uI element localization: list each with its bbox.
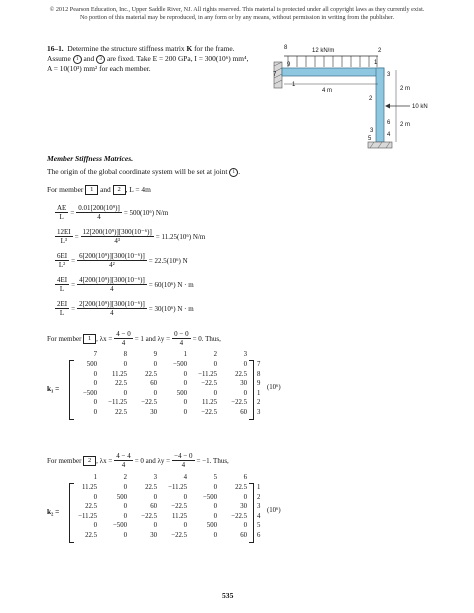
k2-col-label: 1 xyxy=(93,474,97,481)
k1-cell: 0 xyxy=(93,380,97,388)
k1-right-bracket xyxy=(249,360,254,420)
copyright-notice xyxy=(14,6,460,22)
k1-cell: 0 xyxy=(243,389,247,397)
k2-cell: 500 xyxy=(116,493,127,501)
node-9: 9 xyxy=(287,62,291,68)
eq3-rhs-den: 4² xyxy=(109,261,115,269)
k2-row-label: 2 xyxy=(257,493,261,501)
m2-ly-den: 4 xyxy=(181,461,186,469)
k1-cell: 22.5 xyxy=(115,408,127,416)
member-length-statement xyxy=(47,185,151,195)
k2-cell: 0 xyxy=(123,503,127,511)
page-number: 535 xyxy=(222,591,234,600)
k1-cell: −11.25 xyxy=(108,399,127,407)
k2-row-label: 4 xyxy=(257,512,261,520)
k2-cell: 0 xyxy=(213,503,217,511)
k1-row-label: 3 xyxy=(257,408,261,416)
eq5-lhs-den: L xyxy=(59,309,65,317)
k1-cell: 0 xyxy=(93,399,97,407)
k1-cell: −500 xyxy=(82,389,97,397)
k2-matrix xyxy=(67,483,247,541)
k1-matrix xyxy=(67,360,247,418)
distributed-load xyxy=(284,56,378,67)
k2-matrix-block xyxy=(47,473,307,547)
bottom-support xyxy=(368,142,392,148)
k2-cell: −11.25 xyxy=(78,512,97,520)
k2-col-label: 2 xyxy=(123,474,127,481)
m1-lx-res: = 1 and λy = xyxy=(134,334,171,343)
k2-scale: (10⁶) xyxy=(267,507,281,514)
load-label: 12 kN/m xyxy=(312,48,335,54)
m1-ly-res: = 0. Thus, xyxy=(192,334,221,343)
k2-cell: 0 xyxy=(93,493,97,501)
m1-ly-num: 0 − 0 xyxy=(174,330,189,338)
k1-cell: 0 xyxy=(153,389,157,397)
m1-prefix: For member xyxy=(47,334,82,343)
k1-cell: −22.5 xyxy=(201,380,217,388)
m1-ly-den: 4 xyxy=(179,339,184,347)
k2-cell: 22.5 xyxy=(145,484,157,491)
k2-row-label: 3 xyxy=(257,503,261,511)
k2-cell: 0 xyxy=(153,493,157,501)
k1-row-labels xyxy=(257,360,267,418)
k1-cell: 11.25 xyxy=(201,399,217,407)
eq5-lhs-num: 2EI xyxy=(57,300,68,308)
problem-text-a: Determine the structure stiffness matrix xyxy=(67,44,185,53)
node-4: 4 xyxy=(387,132,391,138)
origin-joint-symbol: 1 xyxy=(229,168,238,177)
k1-cell: 0 xyxy=(183,380,187,388)
k1-row-label: 9 xyxy=(257,380,261,388)
m2-ly-res: = −1. Thus, xyxy=(196,456,229,465)
k2-cell: 500 xyxy=(206,522,217,530)
origin-statement xyxy=(47,167,240,177)
k2-cell: 0 xyxy=(183,522,187,530)
k2-cell: 0 xyxy=(213,512,217,520)
m2-id-box: 2 xyxy=(83,456,96,466)
eq3-result: = 22.5(10⁶) N xyxy=(148,256,188,265)
eq2-result: = 11.25(10⁶) N/m xyxy=(155,232,206,241)
eq4-rhs-num: 4[200(10⁹)][300(10⁻⁶)] xyxy=(79,276,145,284)
k1-cell: 500 xyxy=(86,361,97,368)
eq2-rhs-den: 4³ xyxy=(114,237,120,245)
origin-text-b: . xyxy=(238,167,241,176)
for-member-text: For member xyxy=(47,185,84,194)
k1-cell: 0 xyxy=(153,361,157,368)
k1-cell: −22.5 xyxy=(201,408,217,416)
eq4-rhs-den: 4 xyxy=(110,285,114,293)
k1-col-label: 2 xyxy=(213,351,217,358)
eq1-result: = 500(10⁶) N/m xyxy=(123,208,169,217)
eq5-result: = 30(10⁶) N · m xyxy=(148,304,194,313)
k1-cell: −11.25 xyxy=(198,370,217,378)
k1-cell: 22.5 xyxy=(115,380,127,388)
k2-cell: 0 xyxy=(213,531,217,539)
k1-label: k₁ = xyxy=(47,384,60,393)
k2-label: k₂ = xyxy=(47,507,60,516)
k1-scale: (10⁶) xyxy=(267,384,281,391)
k2-col-label: 4 xyxy=(183,474,187,481)
problem-text-b: for the frame. Assume xyxy=(47,44,235,63)
k1-cell: 0 xyxy=(93,370,97,378)
m2-ly-num: −4 − 0 xyxy=(174,452,193,460)
k2-cell: 0 xyxy=(123,512,127,520)
k1-cell: 30 xyxy=(150,408,157,416)
k1-row-label: 2 xyxy=(257,399,261,407)
k2-cell: 22.5 xyxy=(85,531,97,539)
eq4-lhs-den: L xyxy=(59,285,65,293)
eq4-result: = 60(10⁶) N · m xyxy=(148,280,194,289)
eq1-lhs-den: L xyxy=(59,213,64,221)
k2-row-label: 6 xyxy=(257,531,261,539)
eq3-lhs-num: 6EI xyxy=(57,252,68,260)
k1-cell: 11.25 xyxy=(111,370,127,378)
k1-col-label: 1 xyxy=(183,351,187,358)
k2-cell: −22.5 xyxy=(231,512,247,520)
joint-1-symbol: 1 xyxy=(73,55,82,64)
k2-cell: 60 xyxy=(150,503,157,511)
origin-text-a: The origin of the global coordinate system will be set at joint xyxy=(47,167,228,176)
k2-right-bracket xyxy=(249,483,254,543)
member-2-marker: 2 xyxy=(369,96,373,102)
node-8: 8 xyxy=(284,45,288,51)
m2-lx-den: 4 xyxy=(121,461,126,469)
k2-cell: 22.5 xyxy=(85,503,97,511)
equation-2ei: $\frac{2EI}{L}$ = $\frac{\text{2[200(10⁹)][300(10⁻⁶)]}}{4}$ = 30(10⁶) N · m xyxy=(57,300,194,317)
k2-cell: 0 xyxy=(183,493,187,501)
k1-row-label: 7 xyxy=(257,361,261,368)
point-load-arrow xyxy=(385,104,410,109)
m2-prefix: For member xyxy=(47,456,82,465)
k2-col-label: 3 xyxy=(153,474,157,481)
equation-4ei: $\frac{4EI}{L}$ = $\frac{\text{4[200(10⁹)][300(10⁻⁶)]}}{4}$ = 60(10⁶) N · m xyxy=(57,276,194,293)
k2-cell: 30 xyxy=(240,503,247,511)
k2-cell: −500 xyxy=(112,522,127,530)
k2-cell: −11.25 xyxy=(168,484,187,491)
member-1-box: 1 xyxy=(85,185,98,195)
m2-lx-num: 4 − 4 xyxy=(116,452,131,460)
length-text: , L = 4m xyxy=(125,185,151,194)
member2-direction-cosines xyxy=(47,452,229,469)
eq2-lhs-num: 12EI xyxy=(57,228,71,236)
k1-cell: 60 xyxy=(240,408,247,416)
joint-3-symbol: 3 xyxy=(96,55,105,64)
k1-col-label: 9 xyxy=(153,351,157,358)
m1-id-box: 1 xyxy=(83,334,96,344)
k2-cell: 30 xyxy=(150,531,157,539)
k2-cell: 0 xyxy=(153,522,157,530)
m1-lx-num: 4 − 0 xyxy=(116,330,131,338)
m1-lx-den: 4 xyxy=(121,339,126,347)
m1-lx: , λx = xyxy=(96,334,113,343)
k2-col-label: 5 xyxy=(213,474,217,481)
k1-row-label: 1 xyxy=(257,389,261,397)
m2-lx: , λx = xyxy=(96,456,113,465)
dim-2m-bottom-label: 2 m xyxy=(400,122,411,128)
point-load-label: 10 kN xyxy=(412,104,428,110)
member-2-box: 2 xyxy=(113,185,126,195)
copyright-line-2: No portion of this material may be reproduced, in any form or by any means, without permission in writing from the publisher. xyxy=(79,14,395,21)
k2-cell: 0 xyxy=(93,522,97,530)
k2-col-label: 6 xyxy=(243,474,247,481)
k1-cell: 500 xyxy=(176,389,187,397)
k2-cell: −22.5 xyxy=(171,531,187,539)
k1-cell: −22.5 xyxy=(231,399,247,407)
k2-cell: −22.5 xyxy=(141,512,157,520)
problem-statement xyxy=(47,44,252,74)
k1-col-label: 8 xyxy=(123,351,127,358)
node-7: 7 xyxy=(273,72,277,78)
node-3: 3 xyxy=(387,72,391,78)
k1-cell: 30 xyxy=(240,380,247,388)
eq1-lhs-num: AE xyxy=(57,204,67,212)
joint-3-marker: 3 xyxy=(370,128,374,134)
k1-column-labels xyxy=(67,350,247,360)
k2-row-label: 5 xyxy=(257,522,261,530)
k2-cell: 22.5 xyxy=(235,484,247,491)
k1-cell: 22.5 xyxy=(145,370,157,378)
eq5-rhs-num: 2[200(10⁹)][300(10⁻⁶)] xyxy=(79,300,145,308)
k2-cell: 60 xyxy=(240,531,247,539)
k1-cell: −500 xyxy=(172,361,187,368)
problem-bold-k: K xyxy=(186,44,193,53)
k2-cell: 0 xyxy=(213,484,217,491)
k1-cell: 0 xyxy=(243,361,247,368)
problem-text-e: I = 300(10⁶) mm⁴, A = 10(10³) mm² for each member. xyxy=(47,54,249,73)
k1-cell: 0 xyxy=(213,361,217,368)
m2-lx-res: = 0 and λy = xyxy=(134,456,171,465)
equation-6ei: $\frac{6EI}{\text{L²}}$ = $\frac{\text{6[200(10⁹)][300(10⁻⁶)]}}{\text{4²}}$ = 22.5(10⁶) N xyxy=(57,252,188,269)
k1-col-label: 7 xyxy=(93,351,97,358)
k2-cell: 0 xyxy=(123,484,127,491)
k1-row-label: 8 xyxy=(257,370,261,378)
k1-cell: 0 xyxy=(93,408,97,416)
k1-cell: 0 xyxy=(123,361,127,368)
k2-cell: 11.25 xyxy=(81,484,97,491)
k2-cell: 0 xyxy=(243,522,247,530)
beam-member-1 xyxy=(282,68,384,76)
k1-cell: 0 xyxy=(213,389,217,397)
node-1: 1 xyxy=(374,60,378,66)
node-6: 6 xyxy=(387,120,391,126)
k2-cell: 11.25 xyxy=(171,512,187,520)
k1-cell: 22.5 xyxy=(235,370,247,378)
k2-cell: 0 xyxy=(123,531,127,539)
k2-cell: 0 xyxy=(243,493,247,501)
eq2-lhs-den: L³ xyxy=(60,237,67,245)
k1-cell: 0 xyxy=(183,399,187,407)
problem-number: 16–1. xyxy=(47,44,64,53)
k1-cell: −22.5 xyxy=(141,399,157,407)
equation-12ei: $\frac{12EI}{\text{L³}}$ = $\frac{\text{12[200(10⁹)][300(10⁻⁶)]}}{\text{4³}}$ = 11.25(10⁶) N/m xyxy=(57,228,206,245)
eq3-rhs-num: 6[200(10⁹)][300(10⁻⁶)] xyxy=(79,252,145,260)
k1-cell: 0 xyxy=(183,408,187,416)
dim-4m-label: 4 m xyxy=(322,88,333,94)
eq4-lhs-num: 4EI xyxy=(57,276,68,284)
eq2-rhs-num: 12[200(10⁹)][300(10⁻⁶)] xyxy=(82,228,152,236)
member1-direction-cosines xyxy=(47,330,221,347)
problem-text-d: are fixed. Take E = 200 GPa, xyxy=(106,54,193,63)
node-5: 5 xyxy=(368,136,372,142)
and-text: and xyxy=(100,185,111,194)
eq1-rhs-den: 4 xyxy=(97,213,101,221)
k2-cell: −500 xyxy=(202,493,217,501)
column-member-2 xyxy=(376,68,384,142)
frame-figure xyxy=(270,40,470,158)
member-1-marker: 1 xyxy=(292,82,296,88)
node-2: 2 xyxy=(378,48,382,54)
eq1-rhs-num: 0.01[200(10⁹)] xyxy=(78,204,120,212)
problem-text-c: and xyxy=(83,54,95,63)
k1-cell: 0 xyxy=(183,370,187,378)
dim-2m-top-label: 2 m xyxy=(400,86,411,92)
k1-cell: 0 xyxy=(123,389,127,397)
k2-column-labels xyxy=(67,473,247,483)
k2-row-label: 1 xyxy=(257,484,261,491)
eq3-lhs-den: L² xyxy=(58,261,66,269)
equation-ae: $\frac{AE}{L}$ = $\frac{\text{0.01[200(10⁹)]}}{4}$ = 500(10⁶) N/m xyxy=(57,204,169,221)
k1-col-label: 3 xyxy=(243,351,247,358)
copyright-line-1: © 2012 Pearson Education, Inc., Upper Saddle River, NJ. All rights reserved. This material is protected under all copyright laws as they currently exist. xyxy=(49,6,425,13)
k2-cell: −22.5 xyxy=(171,503,187,511)
section-title: Member Stiffness Matrices. xyxy=(47,154,134,163)
k1-matrix-block xyxy=(47,350,307,424)
k2-row-labels xyxy=(257,483,267,541)
k1-cell: 60 xyxy=(150,380,157,388)
eq5-rhs-den: 4 xyxy=(110,309,114,317)
